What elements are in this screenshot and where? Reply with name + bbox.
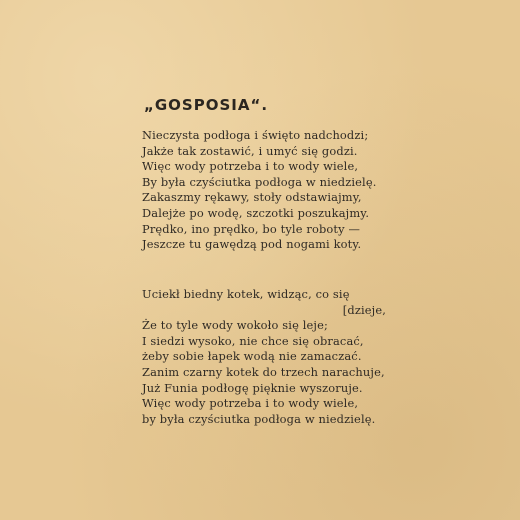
verse-line: I siedzi wysoko, nie chce się obracać, [142,333,364,348]
stanza-1 [142,128,392,253]
verse-line: by była czyściutka podłoga w niedzielę. [142,411,376,426]
verse-line: Zanim czarny kotek do trzech narachuje, [142,364,385,379]
verse-line: Że to tyle wody wokoło się leje; [142,318,328,333]
verse-line: Już Funia podłogę pięknie wyszoruje. [142,380,363,395]
verse-line: By była czyściutka podłoga w niedzielę. [142,174,377,189]
verse-line: Zakaszmy rękawy, stoły odstawiajmy, [142,190,362,205]
verse-line: Więc wody potrzeba i to wody wiele, [142,396,359,411]
stanza-2 [142,287,392,427]
verse-line: Więc wody potrzeba i to wody wiele, [142,159,359,174]
verse-line: Dalejże po wodę, szczotki poszukajmy. [142,205,370,220]
verse-line-continuation: [dzieje, [342,302,386,317]
verse-line: Nieczysta podłoga i święto nadchodzi; [142,128,369,142]
verse-line: Jakże tak zostawić, i umyć się godzi. [142,143,358,158]
verse-line: Jeszcze tu gawędzą pod nogami koty. [142,237,362,252]
verse-line: żeby sobie łapek wodą nie zamaczać. [142,349,362,364]
verse-line: Uciekł biedny kotek, widząc, co się [142,287,350,301]
verse-line: Prędko, ino prędko, bo tyle roboty — [142,221,361,236]
poem-title: „GOSPOSIA“. [144,96,269,114]
